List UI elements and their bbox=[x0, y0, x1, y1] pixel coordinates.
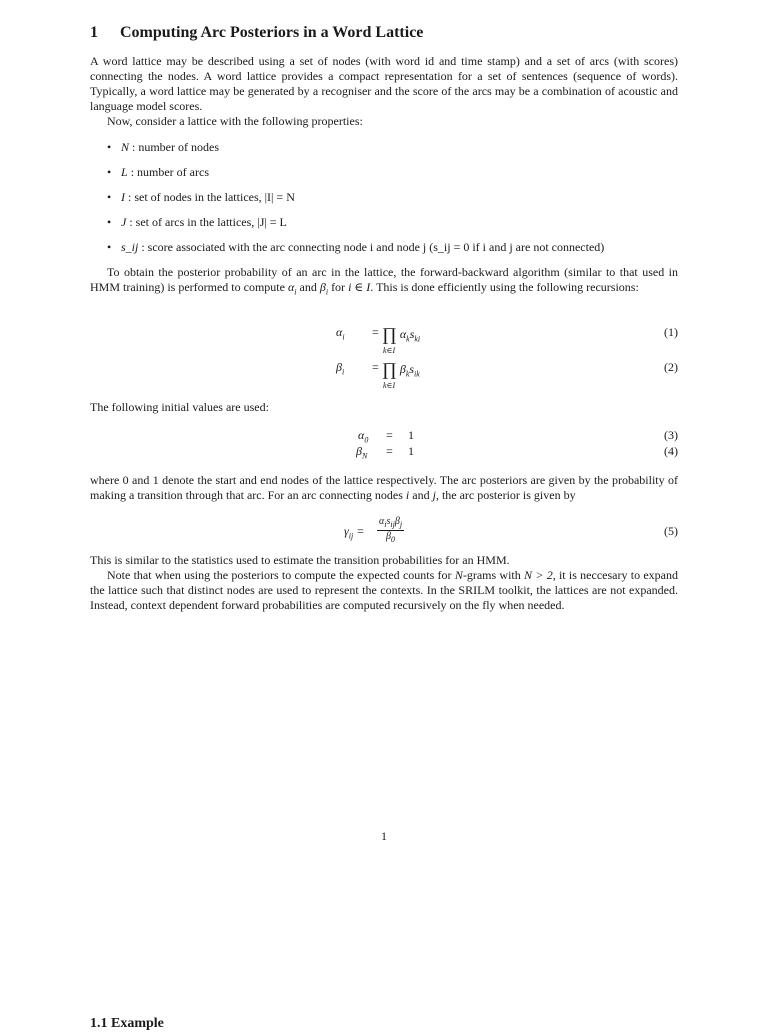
ngram-condition: N > 2 bbox=[524, 568, 553, 582]
eq1-rhs: ∏ $\alpha_ks_{ki}$ bbox=[382, 324, 421, 344]
bullet-icon: • bbox=[107, 240, 112, 254]
ap-text-c: , the arc posterior is given by bbox=[435, 488, 576, 502]
property-symbol: N bbox=[121, 140, 130, 154]
eq2-lhs: $\beta_i$ bbox=[336, 360, 345, 377]
bullet-icon: • bbox=[107, 190, 112, 204]
ngram-n: N bbox=[454, 568, 463, 582]
properties-list bbox=[90, 140, 678, 265]
ngram-text-a: Note that when using the posteriors to compute the expected counts for bbox=[107, 568, 455, 582]
eq-number-2: (2) bbox=[664, 360, 678, 374]
consider-text: Now, consider a lattice with the following properties: bbox=[107, 114, 363, 128]
eq-number-5: (5) bbox=[664, 524, 678, 538]
eq1-subscript: k∈I bbox=[383, 346, 396, 355]
equation-5 bbox=[90, 516, 678, 546]
eq2-subscript: k∈I bbox=[383, 381, 396, 390]
fb-text-d: . This is done efficiently using the following recursions: bbox=[370, 280, 639, 294]
property-text: : set of arcs in the lattices, |J| = L bbox=[126, 215, 287, 229]
ngram-text-b: -grams with bbox=[462, 568, 525, 582]
eq1-equals: = bbox=[372, 325, 379, 339]
section-title: Computing Arc Posteriors in a Word Lattice bbox=[120, 24, 424, 41]
eq-number-4: (4) bbox=[664, 444, 678, 458]
beta-subscript: i bbox=[325, 287, 329, 297]
property-text: : number of arcs bbox=[127, 165, 209, 179]
equation-4 bbox=[90, 444, 678, 464]
eq3-lhs: $\alpha_0$ bbox=[358, 428, 369, 445]
eq3-rhs: 1 bbox=[408, 428, 414, 442]
property-item bbox=[90, 190, 678, 215]
closing-paragraphs bbox=[90, 553, 678, 613]
ap-text-b: and bbox=[409, 488, 433, 502]
forward-backward-paragraph bbox=[90, 265, 678, 299]
equation-1 bbox=[90, 324, 678, 355]
intro-text: A word lattice may be described using a set of nodes (with word id and time stamp) and a set of arcs (with scores) connecting the nodes. A word lattice provides a compact representation for a set of sentences (sequence of words). Typically, a word lattice may be generated by a recogniser and the score of the arcs may be a combination of acoustic and language model scores. bbox=[90, 54, 678, 113]
eq-number-1: (1) bbox=[664, 325, 678, 339]
arc-posterior-paragraph bbox=[90, 473, 678, 503]
equation-2 bbox=[90, 359, 678, 390]
eq-number-3: (3) bbox=[664, 428, 678, 442]
eq1-lhs: $\alpha_i$ bbox=[336, 325, 345, 342]
page-number: 1 bbox=[381, 829, 387, 843]
property-symbol: I bbox=[121, 190, 125, 204]
property-text: : number of nodes bbox=[129, 140, 219, 154]
bullet-icon: • bbox=[107, 165, 112, 179]
property-symbol: L bbox=[121, 165, 128, 179]
ngram-text-c: , it is neccesary to expand the lattice such that distinct nodes are used to represent the contexts. In the SRILM toolkit, the lattices are not expanded. Instead, context dependent forward probabilities are computed recursively on the fly when needed. bbox=[90, 568, 679, 612]
initial-values-paragraph bbox=[90, 400, 678, 415]
section-number: 1 bbox=[90, 24, 98, 41]
alpha-symbol: α bbox=[287, 280, 295, 294]
section-heading bbox=[90, 24, 423, 42]
eq5-lhs: $\gamma_{ij}$ = bbox=[344, 524, 365, 541]
bullet-icon: • bbox=[107, 140, 112, 154]
fb-text-a: To obtain the posterior probability of an arc in the lattice, the forward-backward algorithm (similar to that used in HMM training) is performed to compute bbox=[90, 265, 678, 294]
initial-text: The following initial values are used: bbox=[90, 400, 269, 414]
property-item bbox=[90, 165, 678, 190]
eq3-equals: = bbox=[386, 428, 393, 442]
eq4-lhs: $\beta_N$ bbox=[356, 444, 368, 461]
i-in-set: i ∈ I bbox=[348, 280, 371, 294]
intro-paragraph bbox=[90, 54, 678, 129]
property-item bbox=[90, 215, 678, 240]
property-item bbox=[90, 240, 678, 265]
node-i: i bbox=[405, 488, 410, 502]
property-symbol: J bbox=[121, 215, 127, 229]
beta-symbol: β bbox=[319, 280, 326, 294]
property-text: : set of nodes in the lattices, |I| = N bbox=[125, 190, 295, 204]
bullet-icon: • bbox=[107, 215, 112, 229]
node-j: j bbox=[432, 488, 436, 502]
eq4-rhs: 1 bbox=[408, 444, 414, 458]
eq2-equals: = bbox=[372, 360, 379, 374]
ap-text-a: where 0 and 1 denote the start and end nodes of the lattice respectively. The arc posteriors are given by the probability of making a transition through that arc. For an arc connecting nodes bbox=[90, 473, 678, 502]
hmm-text: This is similar to the statistics used to estimate the transition probabilities for an HMM. bbox=[90, 553, 510, 567]
eq2-rhs: ∏ $\beta_ks_{ik}$ bbox=[382, 359, 420, 379]
property-item bbox=[90, 140, 678, 165]
eq5-fraction: $\frac{\alpha_is_{ij}\beta_j}{\beta_0}$ bbox=[379, 516, 403, 544]
property-symbol: s_ij bbox=[121, 240, 139, 254]
eq4-equals: = bbox=[386, 444, 393, 458]
alpha-subscript: i bbox=[294, 287, 297, 297]
property-text: : score associated with the arc connecting node i and node j (s_ij = 0 if i and j are not connected) bbox=[138, 240, 605, 254]
fb-text-c: for bbox=[328, 280, 349, 294]
next-section-heading: 1.1 Example bbox=[90, 1016, 164, 1031]
fb-text-b: and bbox=[296, 280, 320, 294]
